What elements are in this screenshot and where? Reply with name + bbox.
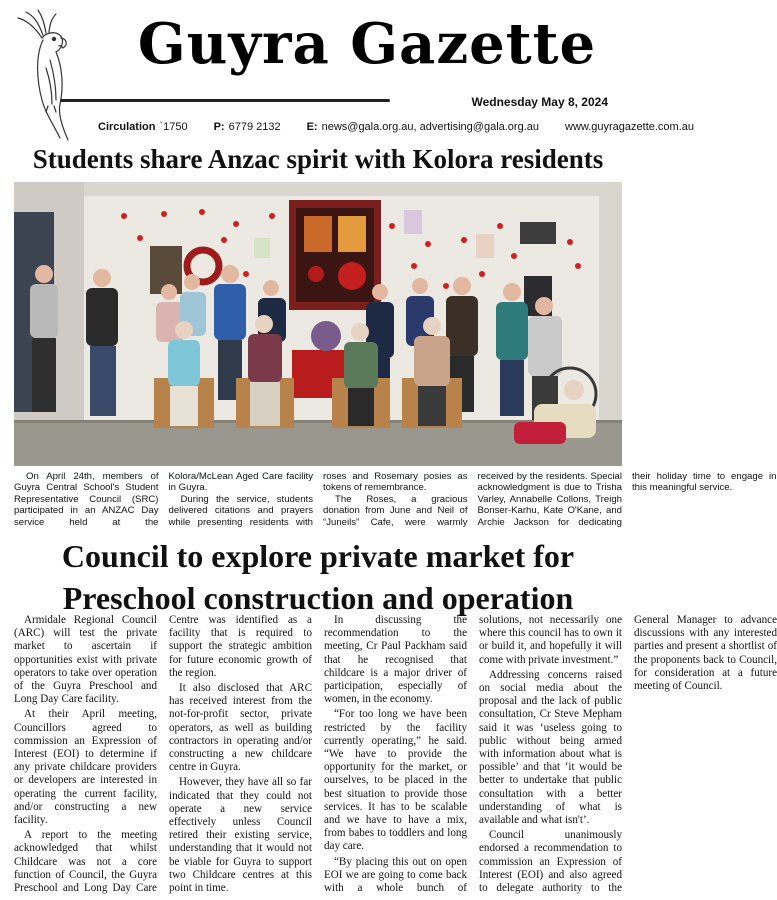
article-paragraph: However, they have all so far indicated that they could not operate a new service effectively unless Council retired their existing service, understanding that it would not be viable for Guyra to support two Childcare centres at this point in time. — [169, 776, 312, 895]
story2-headline: Council to explore private market for Preschool construction and operation — [61, 538, 575, 616]
issue-date: Wednesday May 8, 2024 — [471, 95, 608, 109]
circulation-value: `1750 — [159, 121, 188, 133]
article-paragraph: “By placing this out on open EOI we are going to come back with a whole bunch of solutions, not necessarily one where this council has to own it or build it, and hopefully it will come with private investment.” — [324, 614, 622, 895]
caption-paragraph: On April 24th, members of Guyra Central School's Student Representative Council (SRC) participated in an ANZAC Day service held at the Kolora/McLean Aged Care facility in Guyra. — [14, 471, 313, 528]
story1-caption — [14, 471, 777, 529]
masthead-branch-rule — [60, 99, 390, 102]
phone-label: P: — [213, 121, 225, 133]
article-paragraph: A report to the meeting acknowledged that whilst Childcare was not a core function of Council, the Guyra Preschool and Long Day Care Centre was identified as a facility that is required to support the strategic ambition for future economic growth of the region. — [14, 614, 312, 895]
email — [307, 121, 539, 133]
circulation-label: Circulation — [98, 121, 156, 133]
phone — [214, 121, 281, 133]
cockatoo-icon — [12, 8, 102, 143]
article-paragraph: Addressing concerns raised on social media about the proposal and the lack of public consultation, Cr Steve Mepham said it was ‘useless going to public without being armed with information about what is possible’ and that ‘it would be better to undertake that public consultation with a better understanding of what is available and what isn't’. — [479, 668, 622, 827]
phone-value: 6779 2132 — [228, 121, 281, 133]
article-paragraph: Council unanimously endorsed a recommendation to commission an Expression of Interest (EOI) and also agreed to delegate authority to the General Manager to advance discussions with any interested parties and present a shortlist of the proponents back to Council, for consideration at a future meeting of Council. — [479, 614, 777, 895]
masthead-info-bar — [98, 121, 695, 133]
email-label: E: — [306, 121, 318, 133]
email-value[interactable]: news@gala.org.au, advertising@gala.org.au — [321, 121, 539, 133]
circulation — [98, 121, 188, 133]
story2-body — [14, 614, 777, 899]
caption-paragraph: During the service, students delivered citations and prayers while presenting residents with roses and Rosemary posies as tokens of remembrance. — [168, 471, 468, 528]
article-paragraph: In discussing the recommendation to the meeting, Cr Paul Packham said that he recognised that childcare is a major driver of participation, especially of women, in the economy. — [324, 614, 467, 706]
website-link[interactable]: www.guyragazette.com.au — [565, 121, 695, 133]
article-paragraph: At their April meeting, Councillors agreed to commission an Expression of Interest (EOI) to determine if any private childcare providers or developers are interested in operating the current facility, and/or constructing a new facility. — [14, 708, 157, 827]
article-paragraph: Armidale Regional Council (ARC) will test the private market to ascertain if opportunities exist with private operators to take over operation of the Guyra Preschool and Long Day Care facility. — [14, 614, 157, 706]
story1-photo — [14, 182, 622, 466]
masthead — [0, 0, 695, 140]
caption-paragraph: The Roses, a gracious donation from June and Neil of “Juneils” Cafe, were warmly received by the residents. Special acknowledgment is due to Trisha Varley, Annabelle Collons, Treigh Bonser-Karhu, Kate O'Kane, and Archie Jackson for dedicating their holiday time to engage in this meaningful service. — [323, 471, 777, 528]
article-paragraph: It also disclosed that ARC has received interest from the not-for-profit sector, private operators, as well as building contractors in operating and/or constructing a new childcare centre in Guyra. — [169, 682, 312, 774]
masthead-title: Guyra Gazette — [137, 11, 597, 77]
article-paragraph: “For too long we have been restricted by the facility currently operating,” he said. “We have to provide the opportunity for the market, or ourselves, to be placed in the best situation to provide those services. It has to be scalable and we have to have a mix, from babes to toddlers and long day care. — [324, 708, 467, 853]
story1-headline: Students share Anzac spirit with Kolora residents — [32, 144, 604, 174]
